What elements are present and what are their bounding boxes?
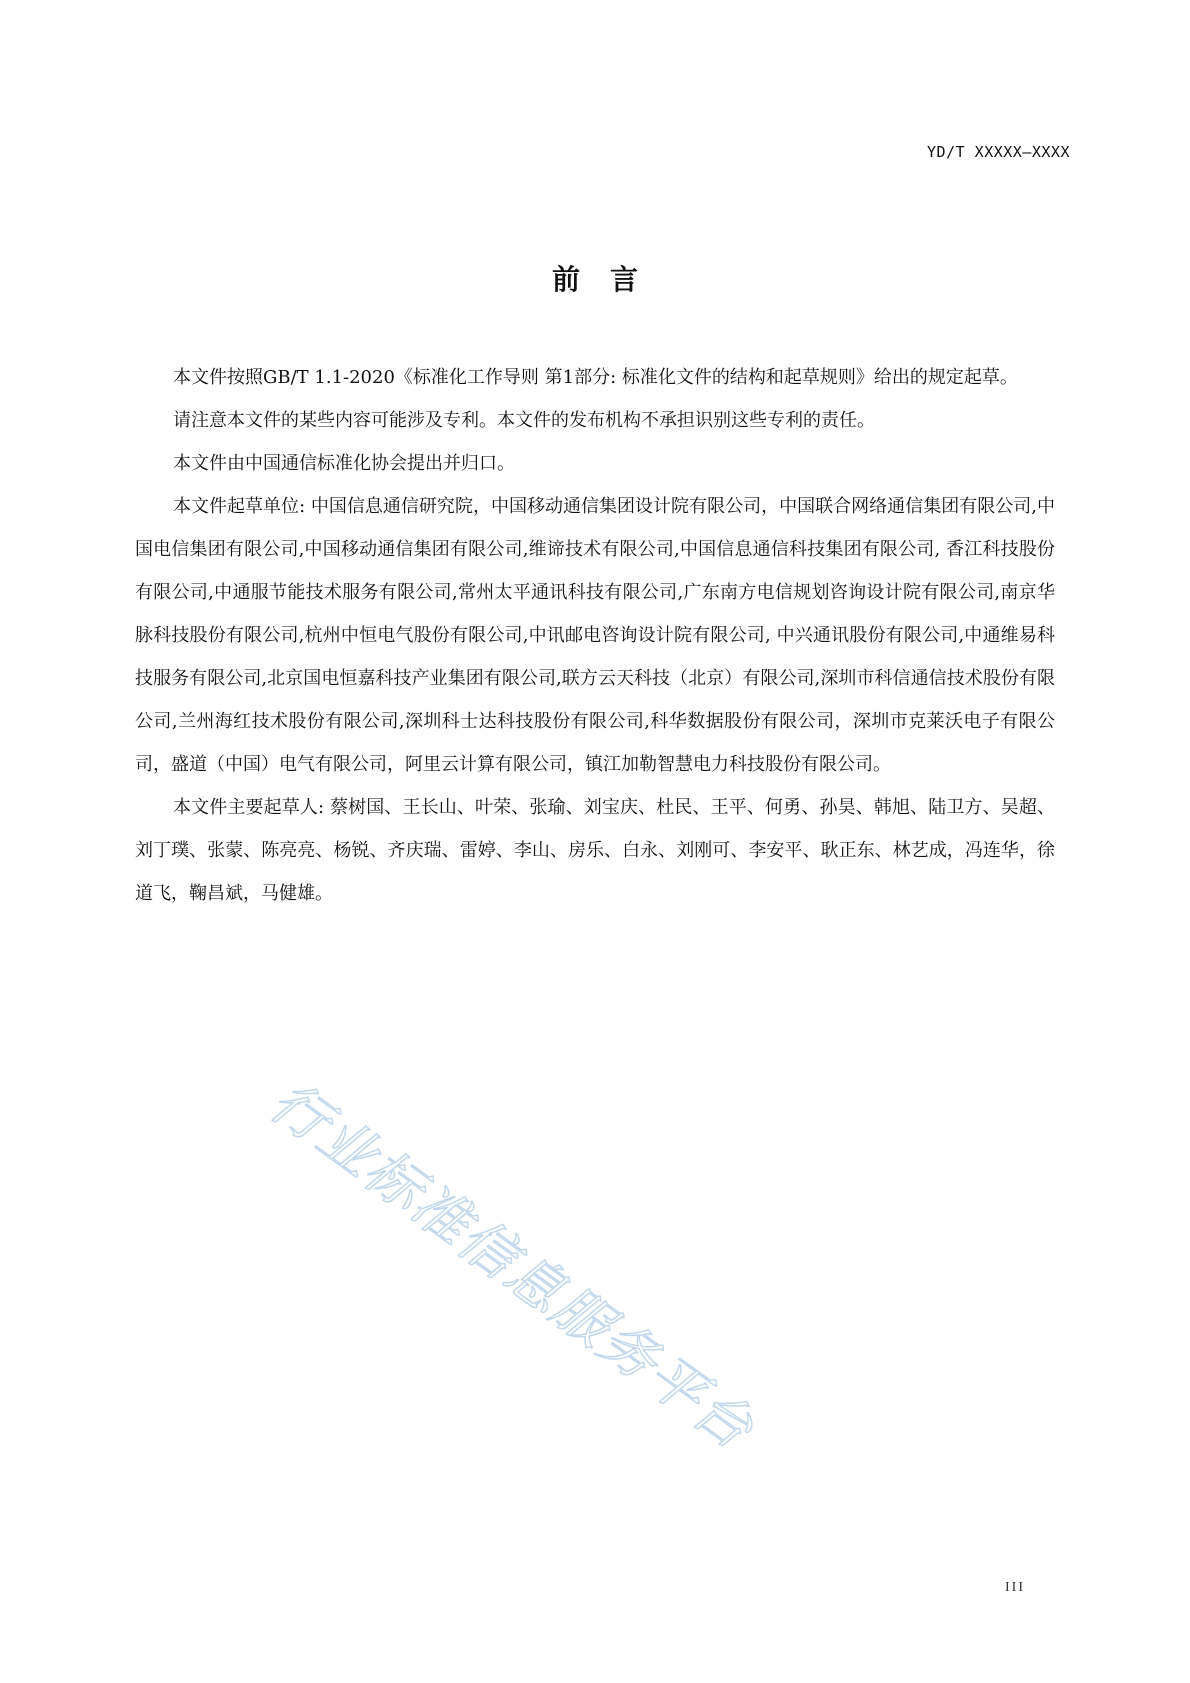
paragraph-drafting-rules: 本文件按照GB/T 1.1-2020《标准化工作导则 第1部分: 标准化文件的结构和起草规则》给出的规定起草。	[173, 367, 1018, 388]
preface-body	[135, 356, 1055, 915]
paragraph-patent-notice: 请注意本文件的某些内容可能涉及专利。本文件的发布机构不承担识别这些专利的责任。	[173, 410, 875, 431]
paragraph-drafters: 本文件主要起草人: 蔡树国、王长山、叶荣、张瑜、刘宝庆、杜民、王平、何勇、孙昊、韩旭、陆卫方、吴超、刘丁璞、张蒙、陈亮亮、杨锐、齐庆瑞、雷婷、李山、房乐、白永、刘刚可、李安平、耿正东、林艺成，冯连华，徐道飞，鞠昌斌，马健雄。	[135, 797, 1055, 904]
page-title: 前言	[551, 263, 668, 296]
paragraph-proposer: 本文件由中国通信标准化协会提出并归口。	[173, 453, 515, 474]
page-number: III	[1005, 1580, 1025, 1595]
document-code: YD/T XXXXX—XXXX	[927, 143, 1070, 161]
watermark-text: 行业标准信息服务平台	[258, 1069, 766, 1463]
paragraph-drafting-units: 本文件起草单位: 中国信息通信研究院，中国移动通信集团设计院有限公司，中国联合网络通信集团有限公司,中国电信集团有限公司,中国移动通信集团有限公司,维谛技术有限公司,中国信息通信科技集团有限公司, 香江科技股份有限公司,中通服节能技术服务有限公司,常州太平通讯科技有限公司,广东南方电信规划咨询设计院有限公司,南京华脉科技股份有限公司,杭州中恒电气股份有限公司,中讯邮电咨询设计院有限公司, 中兴通讯股份有限公司,中通维易科技服务有限公司,北京国电恒嘉科技产业集团有限公司,联方云天科技（北京）有限公司,深圳市科信通信技术股份有限公司,兰州海红技术股份有限公司,深圳科士达科技股份有限公司,科华数据股份有限公司，深圳市克莱沃电子有限公司，盛道（中国）电气有限公司，阿里云计算有限公司，镇江加勒智慧电力科技股份有限公司。	[135, 496, 1055, 775]
